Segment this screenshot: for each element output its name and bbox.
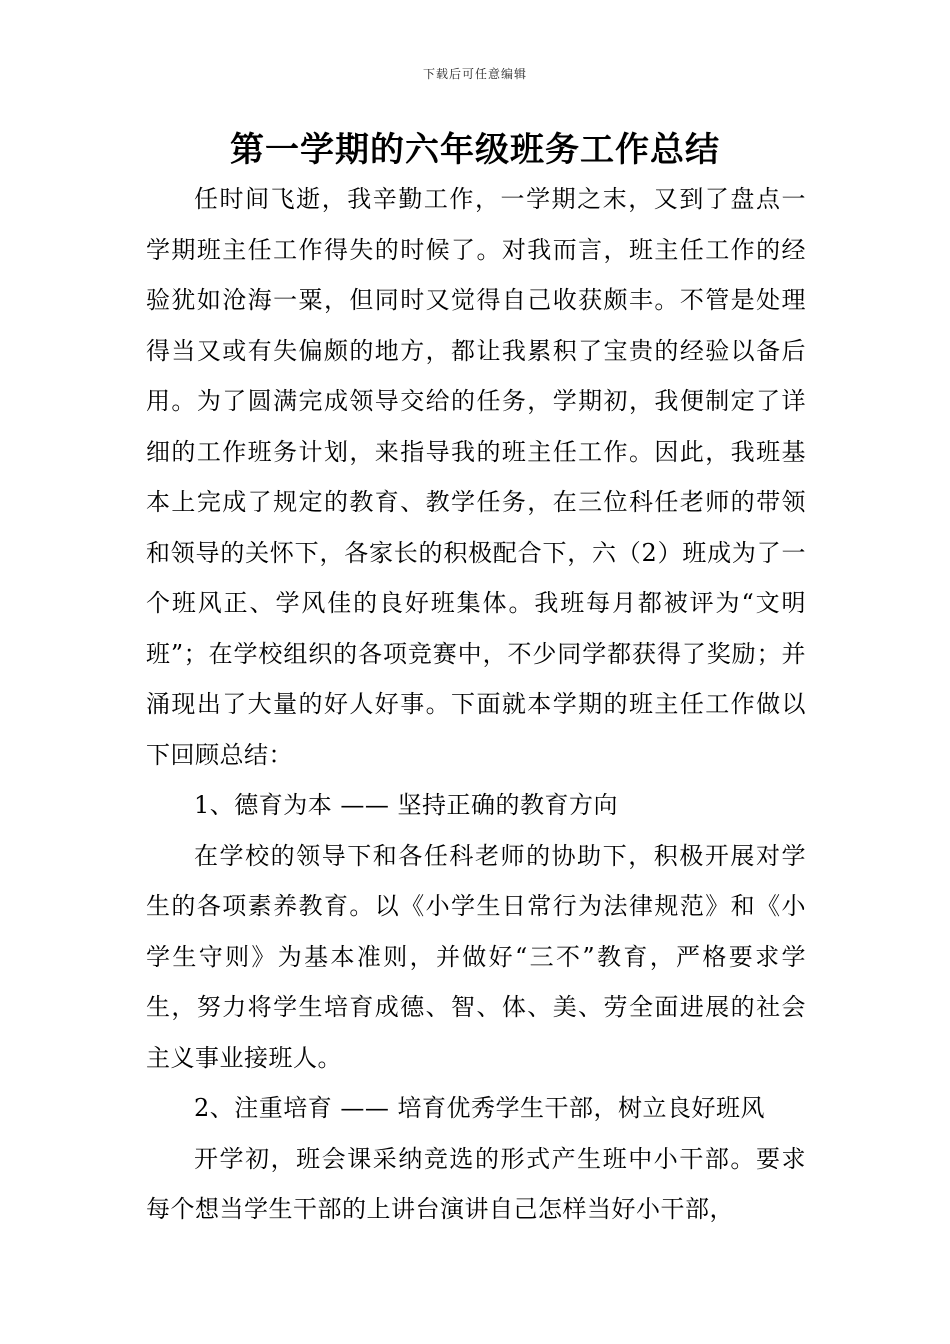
paragraph-section-1: 在学校的领导下和各任科老师的协助下，积极开展对学生的各项素养教育。以《小学生日常行为法律规范》和《小学生守则》为基本准则，并做好“三不”教育，严格要求学生，努力将学生培育成德、智、体、美、劳全面进展的社会主义事业接班人。 xyxy=(146,841,806,1072)
section-heading-1: 1、德育为本 —— 坚持正确的教育方向 xyxy=(194,791,619,819)
header-note: 下载后可任意编辑 xyxy=(422,67,527,81)
paragraph-intro: 任时间飞逝，我辛勤工作，一学期之末，又到了盘点一学期班主任工作得失的时候了。对我而言，班主任工作的经验犹如沧海一粟，但同时又觉得自己收获颇丰。不管是处理得当又或有失偏颇的地方，都让我累积了宝贵的经验以备后用。为了圆满完成领导交给的任务，学期初，我便制定了详细的工作班务计划，来指导我的班主任工作。因此，我班基本上完成了规定的教育、教学任务，在三位科任老师的带领和领导的关怀下，各家长的积极配合下，六（2）班成为了一个班风正、学风佳的良好班集体。我班每月都被评为“文明班”；在学校组织的各项竞赛中，不少同学都获得了奖励；并涌现出了大量的好人好事。下面就本学期的班主任工作做以下回顾总结： xyxy=(146,185,806,769)
section-heading-2: 2、注重培育 —— 培育优秀学生干部，树立良好班风 xyxy=(194,1094,766,1122)
paragraph-section-2: 开学初，班会课采纳竞选的形式产生班中小干部。要求每个想当学生干部的上讲台演讲自己怎样当好小干部， xyxy=(146,1144,806,1223)
document-title: 第一学期的六年级班务工作总结 xyxy=(230,130,720,170)
document-body xyxy=(146,174,806,1235)
